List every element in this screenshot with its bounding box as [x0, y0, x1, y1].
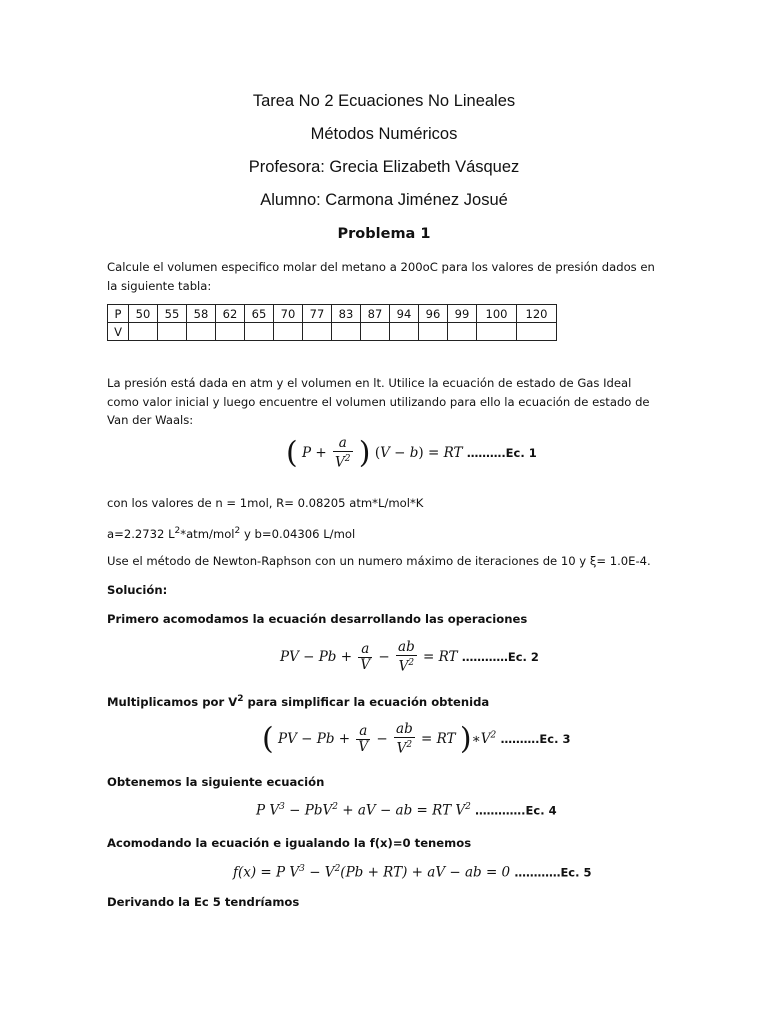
step-2-part-b: para simplificar la ecuación obtenida	[243, 694, 490, 709]
eq3-rhs: = RT	[421, 730, 456, 747]
table-cell: 58	[187, 305, 216, 323]
teacher-name: Profesora: Grecia Elizabeth Vásquez	[248, 158, 520, 176]
eq2-fraction-2: $\frac{ab}{V^2}$	[398, 639, 415, 675]
eq1-mid: V − b	[380, 444, 419, 461]
eq3-mult: ∗V	[471, 730, 491, 747]
step-5-text: Derivando la Ec 5 tendríamos	[107, 895, 300, 909]
table-cell-empty	[245, 323, 274, 341]
eq2-rhs: = RT	[423, 648, 458, 665]
eq3-frac2-num: ab	[396, 721, 413, 737]
table-cell: 70	[274, 305, 303, 323]
problem-title: Problema 1	[337, 226, 431, 242]
table-cell: 55	[158, 305, 187, 323]
equation-1: ( P + $\frac{a}{V^2}$ ) (V − b) = RT ……….Ec. 1	[286, 435, 537, 471]
eq3-frac1-num: a	[356, 724, 370, 740]
constant-a-prefix: a=2.2732 L	[107, 526, 175, 541]
equation-5: f(x) = P $V^3 - V^2(Pb + RT)$ + aV − ab = 0 …………Ec. 5	[233, 864, 592, 881]
pressure-volume-table	[107, 304, 557, 341]
table-cell-empty	[187, 323, 216, 341]
table-cell: 77	[303, 305, 332, 323]
equation-4: P $V^3 - PbV^2$ + aV − ab = RT $V^2$ ………….Ec. 4	[256, 802, 557, 819]
eq1-rhs: = RT	[427, 444, 463, 461]
table-cell-empty	[361, 323, 390, 341]
eq2-frac1-num: a	[358, 642, 372, 658]
paren-close: )	[358, 435, 371, 471]
table-cell-p-label: P	[108, 305, 129, 323]
step-2-sup: 2	[237, 694, 244, 704]
constant-a-mid: *atm/mol	[180, 526, 235, 541]
table-cell: 99	[448, 305, 477, 323]
course-name: Métodos Numéricos	[310, 125, 458, 143]
eq3-minus: −	[376, 730, 388, 747]
method-line: Use el método de Newton-Raphson con un numero máximo de iteraciones de 10 y ξ= 1.0E-4.	[107, 554, 651, 568]
eq2-minus: −	[378, 648, 390, 665]
table-cell-empty	[390, 323, 419, 341]
table-cell: 83	[332, 305, 361, 323]
table-cell-empty	[448, 323, 477, 341]
table-cell-empty	[274, 323, 303, 341]
step-2-part-a: Multiplicamos por V	[107, 694, 238, 709]
eq5-part-c: (Pb + RT) + aV − ab = 0	[340, 864, 511, 881]
table-cell-empty	[216, 323, 245, 341]
table-cell: 120	[517, 305, 557, 323]
eq2-frac1-den: V	[360, 656, 371, 673]
eq1-numerator: a	[333, 436, 352, 452]
table-cell-empty	[477, 323, 517, 341]
eq3-tag: ……….Ec. 3	[500, 731, 571, 746]
eq5-part-b: − V	[304, 864, 335, 881]
paren-open: (	[286, 435, 298, 471]
step-3-text: Obtenemos la siguiente ecuación	[107, 775, 325, 789]
eq3-lhs: PV − Pb +	[278, 730, 351, 747]
eq4-part-c: + aV − ab = RT V	[337, 802, 466, 819]
table-cell: 87	[361, 305, 390, 323]
eq2-frac2-num: ab	[398, 639, 415, 655]
eq3-fraction-2: $\frac{ab}{V^2}$	[396, 721, 413, 757]
table-cell: 96	[419, 305, 448, 323]
eq5-part-a: f(x) = P V	[233, 864, 300, 881]
values-line: con los valores de n = 1mol, R= 0.08205 atm*L/mol*K	[107, 496, 424, 510]
table-cell-empty	[419, 323, 448, 341]
eq1-p: P	[302, 444, 312, 461]
table-cell: 65	[245, 305, 274, 323]
eq3-frac2-den: V	[396, 740, 407, 757]
instructions-paragraph: La presión está dada en atm y el volumen en lt. Utilice la ecuación de estado de Gas Ideal como valor inicial y luego encuentre el volumen utilizando para ello la ecuación de estado de Van der Waals:	[107, 376, 650, 427]
solution-heading: Solución:	[107, 583, 168, 597]
eq2-lhs: PV − Pb +	[280, 648, 353, 665]
step-1-text: Primero acomodamos la ecuación desarrollando las operaciones	[107, 612, 528, 626]
eq3-fraction-1	[356, 724, 370, 755]
table-cell: 62	[216, 305, 245, 323]
intro-paragraph: Calcule el volumen especifico molar del metano a 200oC para los valores de presión dados en la siguiente tabla:	[107, 260, 655, 293]
table-cell: 94	[390, 305, 419, 323]
eq4-part-a: P V	[256, 802, 280, 819]
table-cell-empty	[129, 323, 158, 341]
constant-a-exp1: 2	[174, 526, 181, 536]
eq5-tag: …………Ec. 5	[514, 865, 592, 880]
eq1-tag: ……….Ec. 1	[466, 445, 537, 460]
eq1-fraction: $\frac{a}{V^2}$	[335, 435, 351, 471]
constants-line	[107, 522, 662, 543]
table-row-pressure	[108, 305, 557, 323]
equation-2	[280, 640, 539, 675]
table-cell-empty	[332, 323, 361, 341]
constant-a-exp2: 2	[234, 526, 241, 536]
table-cell-v-label: V	[108, 323, 129, 341]
assignment-title: Tarea No 2 Ecuaciones No Lineales	[252, 92, 516, 110]
table-cell-empty	[303, 323, 332, 341]
equation-3: ( PV − Pb + $\frac{a}{V}$ − $\frac{ab}{V^2}$ = RT )$∗V^2$ ……….Ec. 3	[262, 721, 571, 757]
eq2-tag: …………Ec. 2	[461, 649, 539, 664]
step-4-text: Acomodando la ecuación e igualando la f(x)=0 tenemos	[107, 836, 472, 850]
table-cell-empty	[158, 323, 187, 341]
table-cell: 50	[129, 305, 158, 323]
student-name: Alumno: Carmona Jiménez Josué	[260, 191, 508, 209]
table-cell: 100	[477, 305, 517, 323]
eq4-part-b: − PbV	[284, 802, 333, 819]
constant-b: y b=0.04306 L/mol	[240, 526, 356, 541]
eq2-frac2-den: V	[398, 658, 409, 675]
eq1-denominator: V	[335, 454, 345, 471]
eq4-tag: ………….Ec. 4	[475, 803, 557, 818]
table-cell-empty	[517, 323, 557, 341]
table-row-volume	[108, 323, 557, 341]
eq2-fraction-1	[358, 642, 372, 673]
eq3-frac1-den: V	[358, 738, 369, 755]
step-2-text	[107, 690, 662, 711]
